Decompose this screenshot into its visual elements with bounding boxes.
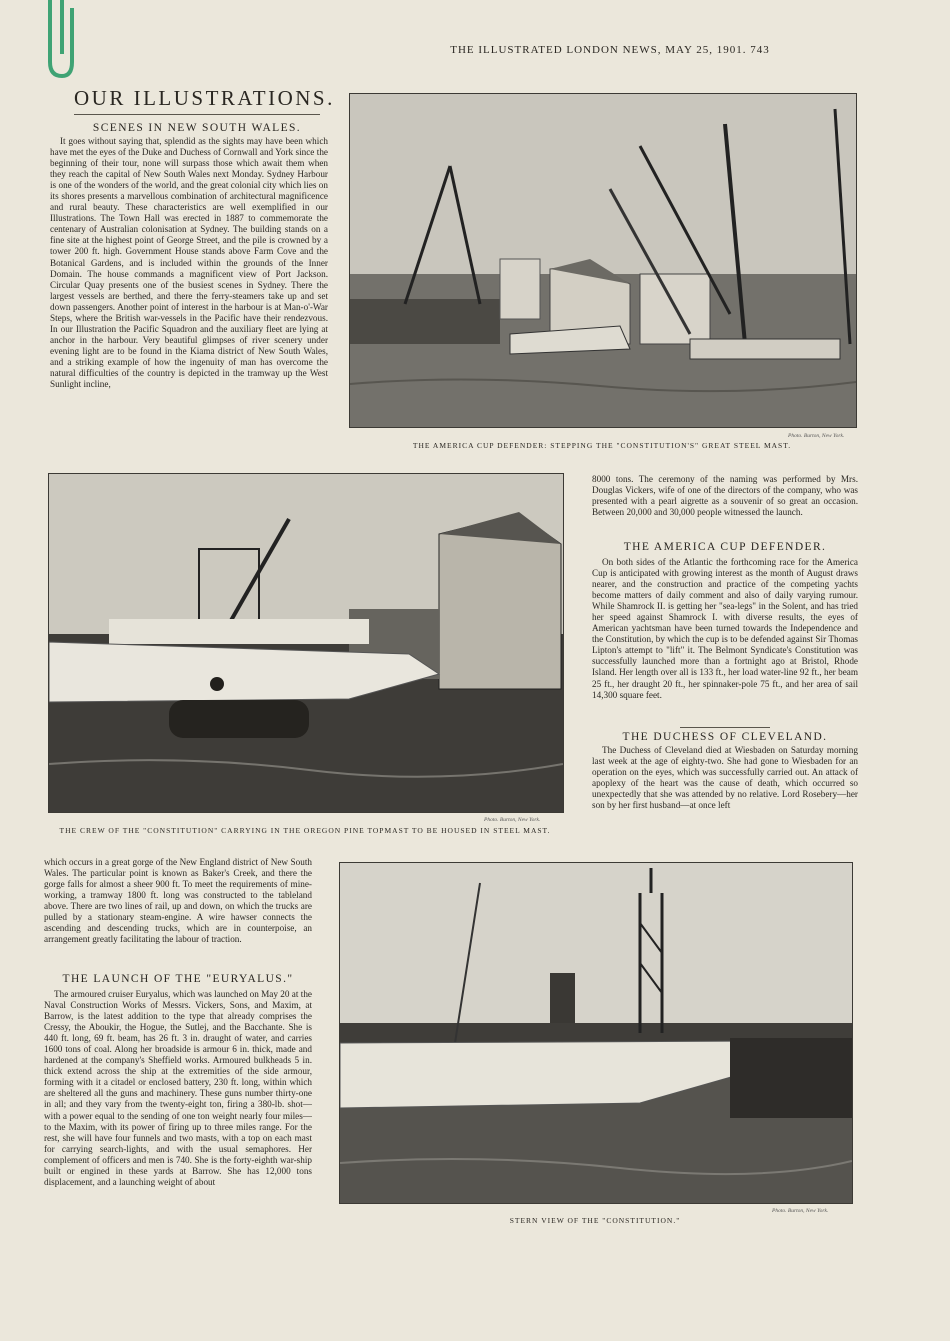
nsw-article-text	[50, 136, 328, 428]
cleveland-article	[592, 745, 858, 817]
cleveland-text: The Duchess of Cleveland died at Wiesbaden on Saturday morning last week at the age of eighty-two. She had gone to Wiesbaden for an operation on the eyes, which was successfully carried out. An attack of apoplexy of the heart was the cause of death, which occurred so unexpectedly that she was attended by no relative. Lord Rosebery—her son by her first husband—at once left	[592, 745, 858, 811]
euryalus-continued-text	[592, 474, 858, 529]
mast-photo-caption: THE AMERICA CUP DEFENDER: STEPPING THE "CONSTITUTION'S" GREAT STEEL MAST.	[412, 441, 792, 450]
stern-photo-caption: STERN VIEW OF THE "CONSTITUTION."	[509, 1216, 681, 1225]
page-title: OUR ILLUSTRATIONS.	[74, 86, 335, 110]
euryalus-text: The armoured cruiser Euryalus, which was launched on May 20 at the Naval Construction Works of Messrs. Vickers, Sons, and Maxim, at Barrow, is the latest addition to the type that already comprises the Cressy, the Aboukir, the Hogue, the Sutlej, and the Bacchante. She is 440 ft. long, 69 ft. beam, has 26 ft. 3 in. draught of water, and carries 1600 tons of coal. Along her broadside is armour 6 in. thick, made and hardened at the company's Sheffield works. Armoured bulkheads 5 in. thick extend across the ship at the extremities of the side armour, forming with it a citadel or enclosed battery, 230 ft. long, within which are sheltered all the guns and machinery. These guns number thirty-one in all; and they vary from the twenty-eight ton, firing a 380-lb. shot—with a power equal to the sending of one ton weight nearly four miles—to the Maxim, with its power of firing up to three miles range. For the rest, she will have four funnels and two masts, with a top on each mast for carrying search-lights, and with the usual semaphores. Her complement of officers and men is 740. She is the forty-eighth war-ship built or engined in these yards at Barrow. She has 12,000 tons displacement, and a launching weight of about	[44, 989, 312, 1187]
mast-photo-credit: Photo. Burton, New York.	[788, 433, 845, 439]
euryalus-text-cont: 8000 tons. The ceremony of the naming was performed by Mrs. Douglas Vickers, wife of one of the directors of the company, who was presented with a pearl aigrette as a souvenir of so great an occasion. Between 20,000 and 30,000 people witnessed the launch.	[592, 474, 858, 518]
nsw-continued-text	[44, 857, 312, 957]
paper-clip-icon	[38, 0, 78, 82]
stern-photo	[339, 862, 853, 1204]
america-cup-article	[592, 557, 858, 723]
crew-photo-caption: THE CREW OF THE "CONSTITUTION" CARRYING IN THE OREGON PINE TOPMAST TO BE HOUSED IN STEEL MAST.	[59, 826, 551, 835]
crew-photo	[48, 473, 564, 813]
title-rule	[74, 114, 320, 115]
mast-photo	[349, 93, 857, 428]
section-rule	[680, 727, 770, 728]
cleveland-heading: THE DUCHESS OF CLEVELAND.	[622, 731, 828, 743]
america-cup-text: On both sides of the Atlantic the forthcoming race for the America Cup is anticipated with growing interest as the month of August draws nearer, and the construction and practice of the competing yachts become matters of daily comment and also of daily varying rumour. While Shamrock II. is getting her "sea-legs" in the Solent, and has tried her speed against Shamrock I. with diverse results, the eyes of American yachtsman have been turned towards the Independence and the Constitution, by which the cup is to be defended against Sir Thomas Lipton's attempt to "lift" it. The Belmont Syndicate's Constitution was successfully launched more than a fortnight ago at Bristol, Rhode Island. Her length over all is 133 ft., her load water-line 92 ft., her beam 25 ft., her draught 20 ft., her spinnaker-pole 75 ft., and her area of sail 14,300 square feet.	[592, 557, 858, 700]
euryalus-heading: THE LAUNCH OF THE "EURYALUS."	[62, 973, 294, 985]
crew-photo-credit: Photo. Burton, New York.	[484, 817, 541, 823]
crew-photo-image	[49, 474, 563, 812]
mast-photo-image	[350, 94, 856, 427]
america-cup-heading: THE AMERICA CUP DEFENDER.	[623, 541, 827, 553]
stern-photo-credit: Photo. Burton, New York.	[772, 1208, 829, 1214]
nsw-heading: SCENES IN NEW SOUTH WALES.	[92, 122, 302, 134]
euryalus-article	[44, 989, 312, 1254]
nsw-text-cont: which occurs in a great gorge of the New England district of New South Wales. The particular point is known as Baker's Creek, and there the gorge falls for almost a sheer 900 ft. To meet the requirements of mine-working, a tramway 1800 ft. long was constructed to the tableland above. There are two lines of rail, up and down, on which the trucks are pulled by a stationary steam-engine. A wire hawser connects the ascending and descending trucks, which are in counterpoise, an arrangement greatly facilitating the labour of traction.	[44, 857, 312, 945]
running-head: THE ILLUSTRATED LONDON NEWS, MAY 25, 1901. 743	[450, 44, 770, 56]
stern-photo-image	[340, 863, 852, 1203]
nsw-text: It goes without saying that, splendid as the sights may have been which have met the eyes of the Duke and Duchess of Cornwall and York since the beginning of their tour, none will surpass those which await them when they reach the capital of New South Wales next Monday. Sydney Harbour is one of the wonders of the world, and the great colonial city which lies on its shores presents a marvellous combination of architectural magnificence and rural beauty. These characteristics are well exemplified in our Illustrations. The Town Hall was erected in 1887 to commemorate the centenary of Australian colonisation at Sydney. The building stands on a fine site at the highest point of George Street, and the pile is crowned by a tower 200 ft. high. Government House stands above Farm Cove and the Botanical Gardens, and is included within the grounds of the Inner Domain. The house commands a magnificent view of Port Jackson. Circular Quay presents one of the busiest scenes in Sydney. There the largest vessels are berthed, and there the ferry-steamers take up and set down passengers. Another point of interest in the harbour is at Man-o'-War Steps, where the British war-vessels in the Pacific have their rendezvous. In our Illustration the Pacific Squadron and the auxiliary fleet are lying at anchor in the harbour. Very beautiful glimpses of river scenery under evening light are to be found in the Kiama district of New South Wales, and a striking example of how the ingenuity of man has overcome the natural difficulties of the country is depicted in the tramway up the West Sunlight incline,	[50, 136, 328, 390]
